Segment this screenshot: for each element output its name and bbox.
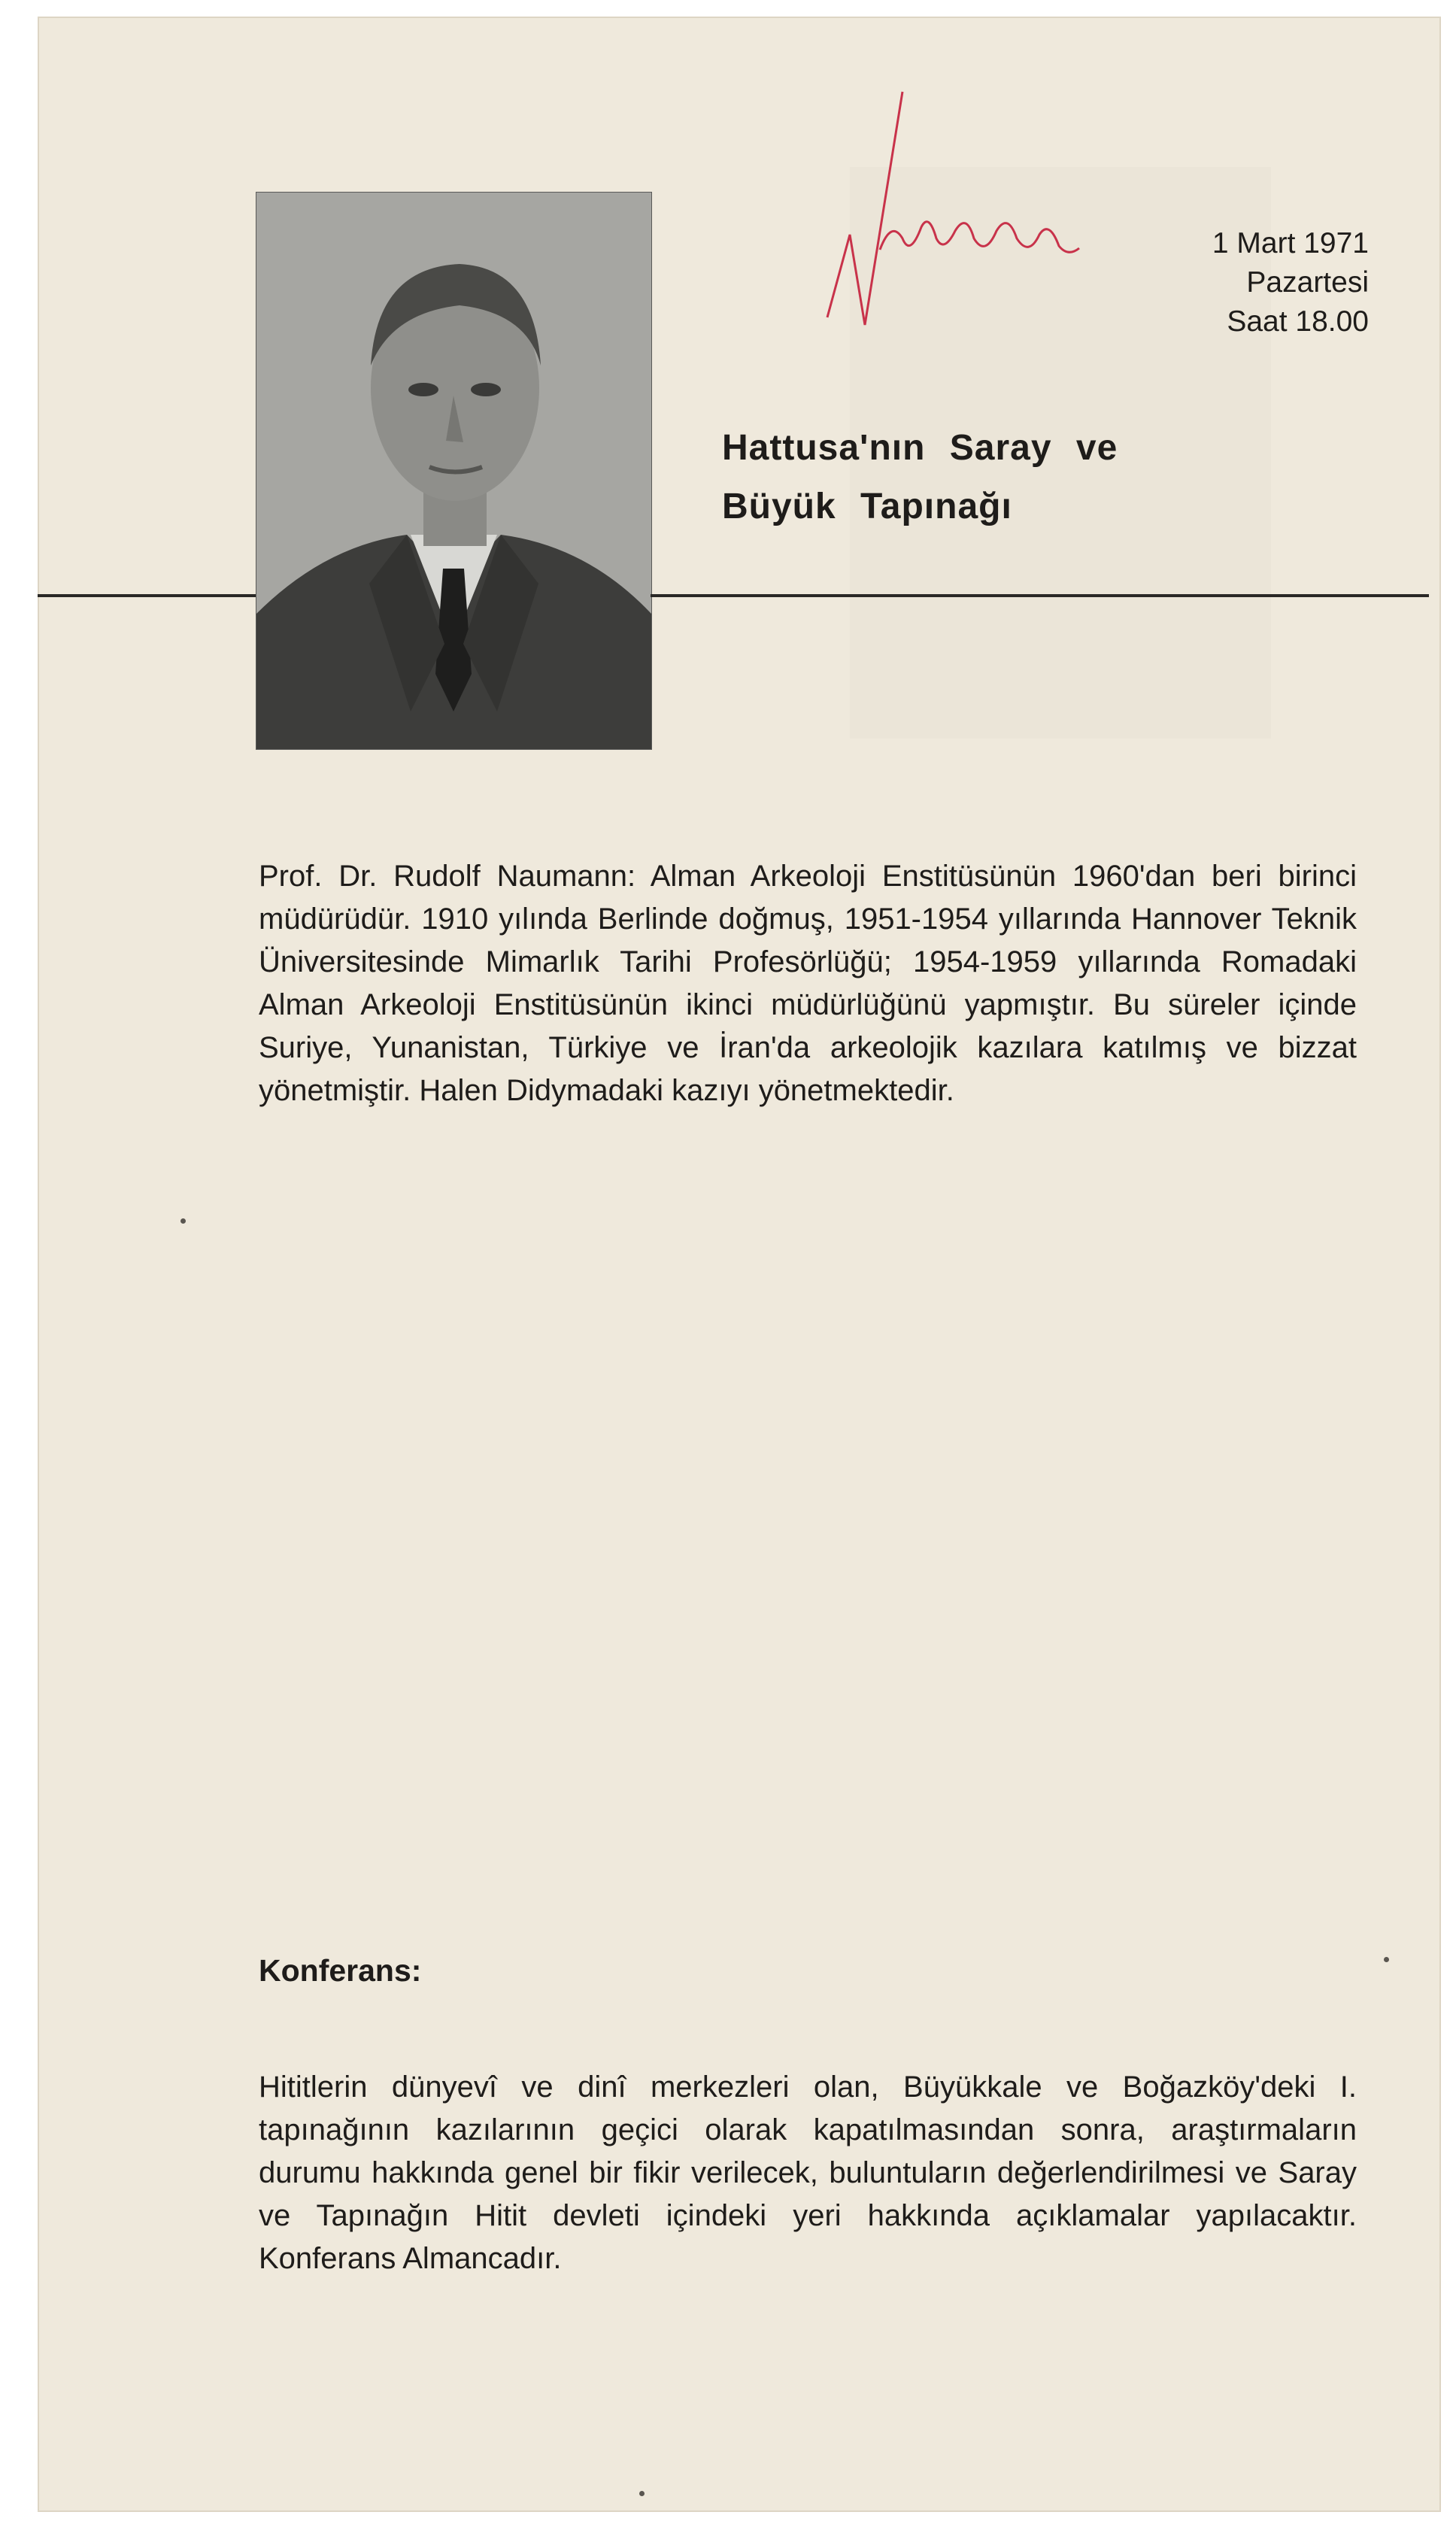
conference-description: Hititlerin dünyevî ve dinî merkezleri olan, Büyükkale ve Boğazköy'deki I. tapınağının kazılarının geçici olarak kapatılmasından sonra, araştırmaların durumu hakkında genel bir fikir verilecek, buluntuların değerlendirilmesi ve Saray ve Tapınağın Hitit devleti içindeki yeri hakkında açıklamalar yapılacaktır. Konferans Almancadır.	[259, 2070, 1357, 2275]
conference-heading: Konferans:	[259, 1953, 422, 1988]
divider-left	[38, 594, 256, 597]
speck	[639, 2491, 645, 2496]
event-day: Pazartesi	[1246, 266, 1369, 299]
title-line-2: Büyük Tapınağı	[722, 487, 1012, 526]
lecture-title	[722, 419, 1294, 536]
speck	[180, 1218, 186, 1224]
event-date-block	[1015, 224, 1369, 341]
event-date: 1 Mart 1971	[1212, 227, 1369, 259]
title-line-1: Hattusa'nın Saray ve	[722, 428, 1118, 468]
divider-right	[651, 594, 1429, 597]
portrait-photo	[256, 192, 652, 750]
document-page	[38, 17, 1441, 2512]
portrait-illustration	[256, 193, 651, 749]
event-time: Saat 18.00	[1227, 305, 1369, 338]
speck	[1384, 1957, 1389, 1962]
speaker-bio: Prof. Dr. Rudolf Naumann: Alman Arkeoloji Enstitüsünün 1960'dan beri birinci müdürüdür. 1910 yılında Berlinde doğmuş, 1951-1954 yıllarında Hannover Teknik Üniversitesinde Mimarlık Tarihi Profesörlüğü; 1954-1959 yıllarında Romadaki Alman Arkeoloji Enstitüsünün ikinci müdürlüğünü yapmıştır. Bu süreler içinde Suriye, Yunanistan, Türkiye ve İran'da arkeolojik kazılara katılmış ve bizzat yönetmiştir. Halen Didymadaki kazıyı yönetmektedir.	[259, 860, 1357, 1107]
